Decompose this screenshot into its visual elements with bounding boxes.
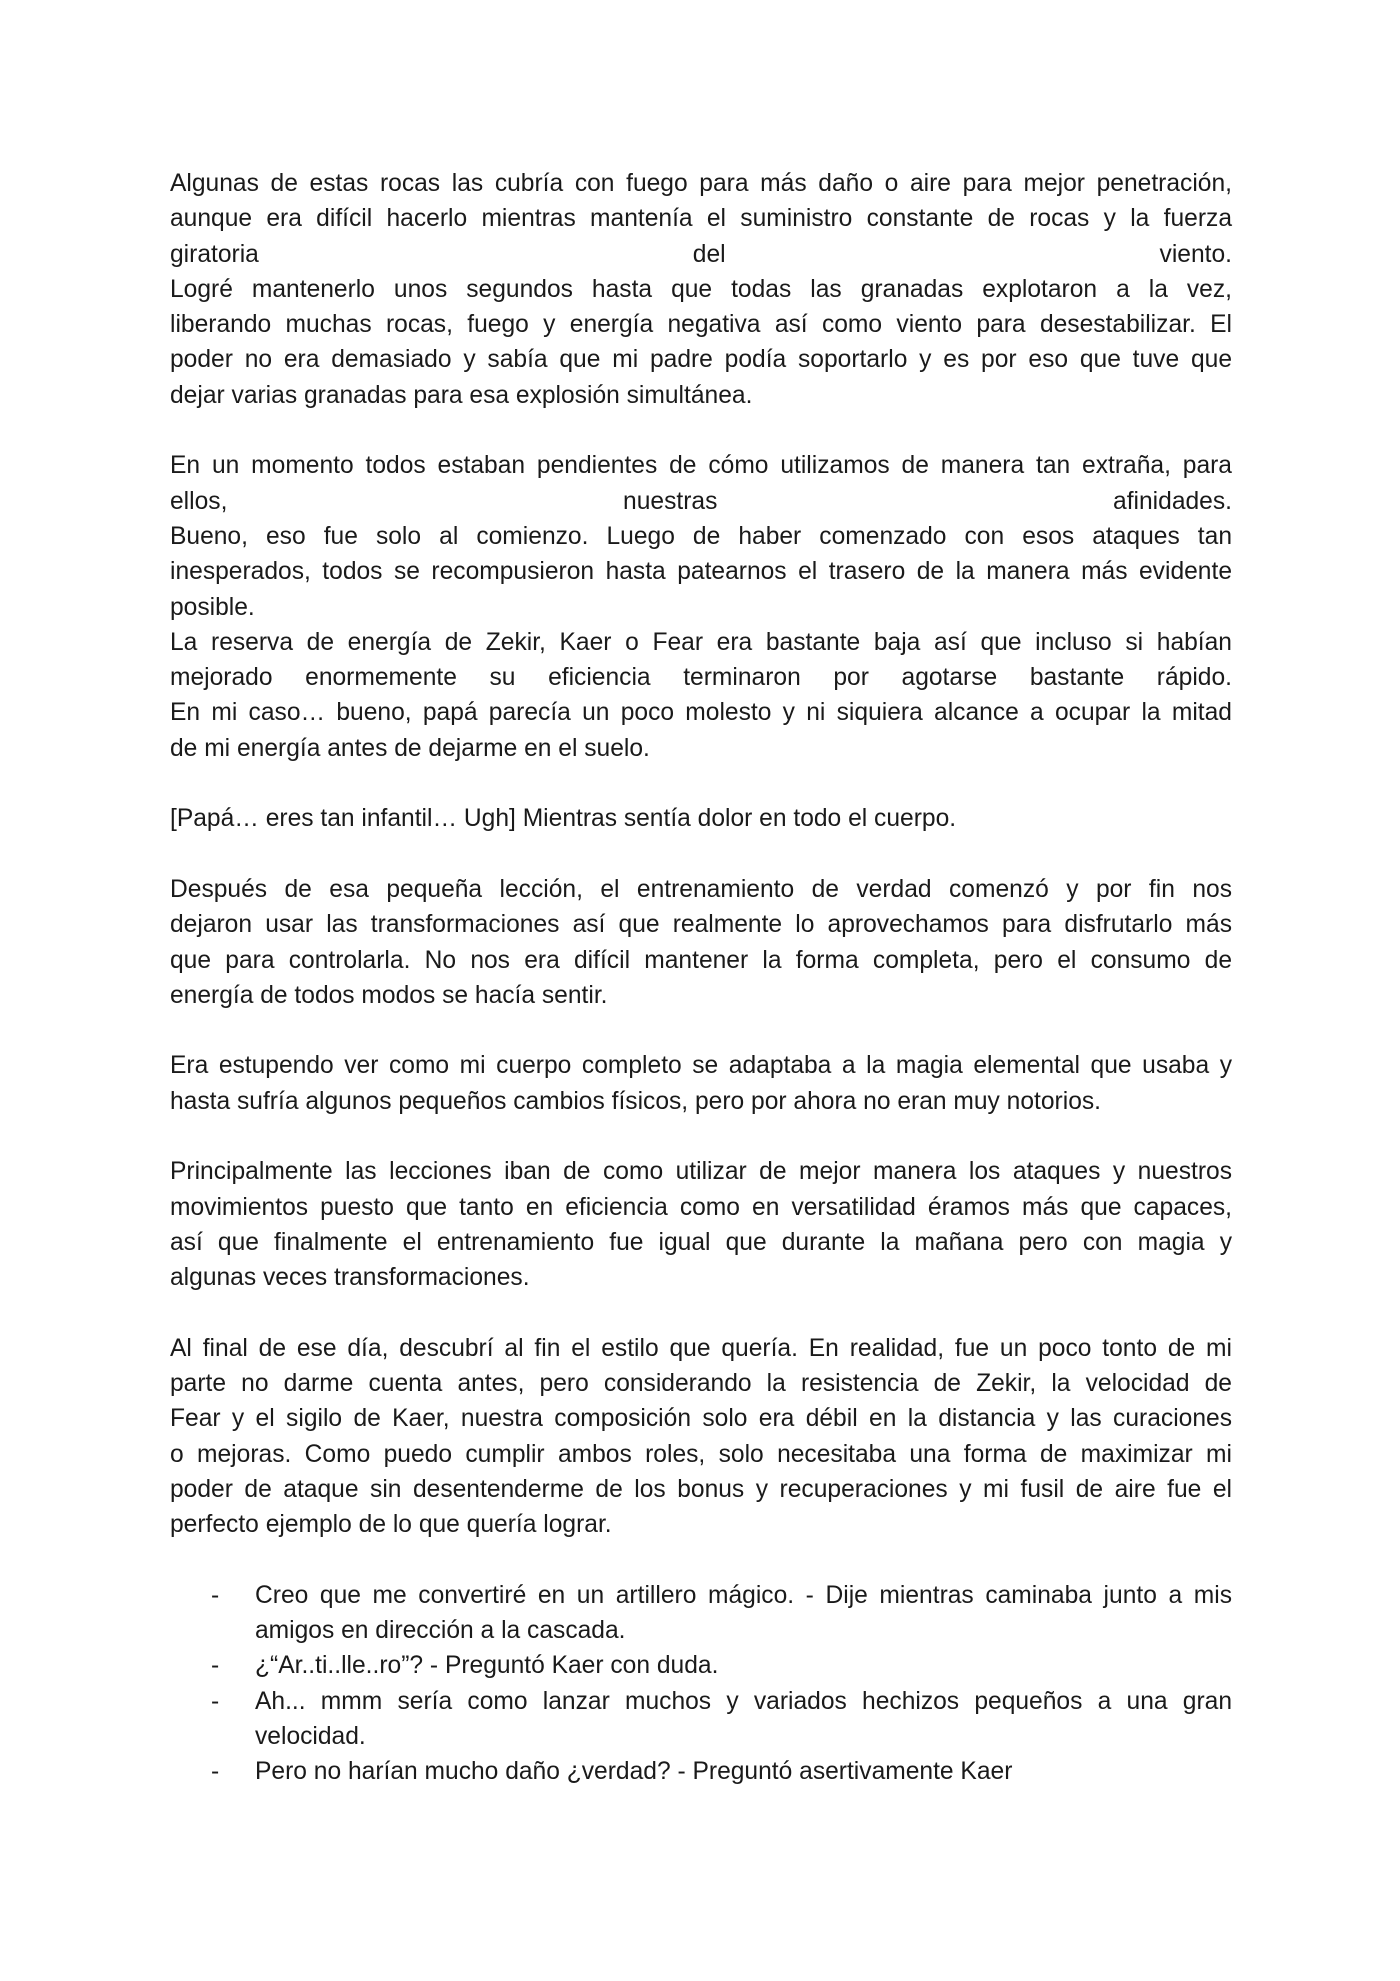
dialogue-line: amigos en dirección a la cascada. xyxy=(255,1617,626,1645)
paragraph-line: de mi energía antes de dejarme en el suelo. xyxy=(170,734,650,762)
paragraph xyxy=(170,801,1232,836)
dialogue-dash: - xyxy=(211,1687,220,1715)
paragraph-line: o mejoras. Como puedo cumplir ambos roles, solo necesitaba una forma de maximizar mi xyxy=(170,1440,1232,1468)
paragraph xyxy=(170,1154,1232,1295)
paragraph xyxy=(170,1331,1232,1543)
paragraph-line: [Papá… eres tan infantil… Ugh] Mientras sentía dolor en todo el cuerpo. xyxy=(170,805,957,833)
paragraph xyxy=(170,872,1232,1013)
paragraph-line: parte no darme cuenta antes, pero considerando la resistencia de Zekir, la velocidad de xyxy=(170,1370,1232,1398)
paragraph-line: poder de ataque sin desentenderme de los bonus y recuperaciones y mi fusil de aire fue el xyxy=(170,1475,1232,1503)
paragraph-line: La reserva de energía de Zekir, Kaer o Fear era bastante baja así que incluso si habían xyxy=(170,628,1232,656)
paragraph-line: liberando muchas rocas, fuego y energía negativa así como viento para desestabilizar. El xyxy=(170,311,1232,339)
paragraph-line: poder no era demasiado y sabía que mi padre podía soportarlo y es por eso que tuve que xyxy=(170,346,1232,374)
paragraph-list xyxy=(170,166,1232,1543)
paragraph-line: que para controlarla. No nos era difícil mantener la forma completa, pero el consumo de xyxy=(170,946,1232,974)
paragraph-line: inesperados, todos se recompusieron hasta patearnos el trasero de la manera más evidente xyxy=(170,558,1232,586)
paragraph-line: Al final de ese día, descubrí al fin el estilo que quería. En realidad, fue un poco tonto de mi xyxy=(170,1334,1232,1362)
paragraph-line: mejorado enormemente su eficiencia terminaron por agotarse bastante rápido. xyxy=(170,664,1232,692)
dialogue-dash: - xyxy=(211,1652,220,1680)
paragraph-line: En mi caso… bueno, papá parecía un poco molesto y ni siquiera alcance a ocupar la mitad xyxy=(170,699,1232,727)
paragraph xyxy=(170,448,1232,766)
dialogue-list xyxy=(170,1578,1232,1790)
dialogue-dash: - xyxy=(211,1758,220,1786)
dialogue-line: Ah... mmm sería como lanzar muchos y variados hechizos pequeños a una gran xyxy=(255,1687,1232,1715)
document-body xyxy=(170,166,1232,1790)
dialogue-item xyxy=(170,1754,1232,1789)
dialogue-line: velocidad. xyxy=(255,1723,366,1751)
paragraph-line: ellos, nuestras afinidades. xyxy=(170,487,1232,515)
paragraph-line: En un momento todos estaban pendientes de cómo utilizamos de manera tan extraña, para xyxy=(170,452,1232,480)
paragraph-line: dejaron usar las transformaciones así que realmente lo aprovechamos para disfrutarlo más xyxy=(170,911,1232,939)
paragraph-line: dejar varias granadas para esa explosión simultánea. xyxy=(170,381,753,409)
dialogue-item xyxy=(170,1578,1232,1649)
paragraph-line: algunas veces transformaciones. xyxy=(170,1264,530,1292)
paragraph-line: perfecto ejemplo de lo que quería lograr. xyxy=(170,1511,612,1539)
paragraph-line: Después de esa pequeña lección, el entrenamiento de verdad comenzó y por fin nos xyxy=(170,875,1232,903)
paragraph-line: aunque era difícil hacerlo mientras mantenía el suministro constante de rocas y la fuerza xyxy=(170,205,1232,233)
paragraph-line: Fear y el sigilo de Kaer, nuestra composición solo era débil en la distancia y las curaciones xyxy=(170,1405,1232,1433)
paragraph-line: Era estupendo ver como mi cuerpo completo se adaptaba a la magia elemental que usaba y xyxy=(170,1052,1232,1080)
paragraph-line: Principalmente las lecciones iban de como utilizar de mejor manera los ataques y nuestros xyxy=(170,1158,1232,1186)
paragraph-line: energía de todos modos se hacía sentir. xyxy=(170,981,608,1009)
paragraph xyxy=(170,166,1232,413)
paragraph-line: Bueno, eso fue solo al comienzo. Luego de haber comenzado con esos ataques tan xyxy=(170,522,1232,550)
paragraph-line: giratoria del viento. xyxy=(170,240,1232,268)
dialogue-line: Pero no harían mucho daño ¿verdad? - Preguntó asertivamente Kaer xyxy=(255,1758,1013,1786)
paragraph-line: movimientos puesto que tanto en eficiencia como en versatilidad éramos más que capaces, xyxy=(170,1193,1232,1221)
paragraph-line: posible. xyxy=(170,593,255,621)
dialogue-line: Creo que me convertiré en un artillero mágico. - Dije mientras caminaba junto a mis xyxy=(255,1581,1232,1609)
dialogue-dash: - xyxy=(211,1581,220,1609)
paragraph xyxy=(170,1048,1232,1119)
paragraph-line: así que finalmente el entrenamiento fue igual que durante la mañana pero con magia y xyxy=(170,1228,1232,1256)
dialogue-item xyxy=(170,1648,1232,1683)
paragraph-line: Logré mantenerlo unos segundos hasta que todas las granadas explotaron a la vez, xyxy=(170,275,1232,303)
paragraph-line: Algunas de estas rocas las cubría con fuego para más daño o aire para mejor penetración, xyxy=(170,170,1232,197)
dialogue-line: ¿“Ar..ti..lle..ro”? - Preguntó Kaer con duda. xyxy=(255,1652,719,1680)
dialogue-item xyxy=(170,1684,1232,1755)
paragraph-line: hasta sufría algunos pequeños cambios físicos, pero por ahora no eran muy notorios. xyxy=(170,1087,1102,1115)
